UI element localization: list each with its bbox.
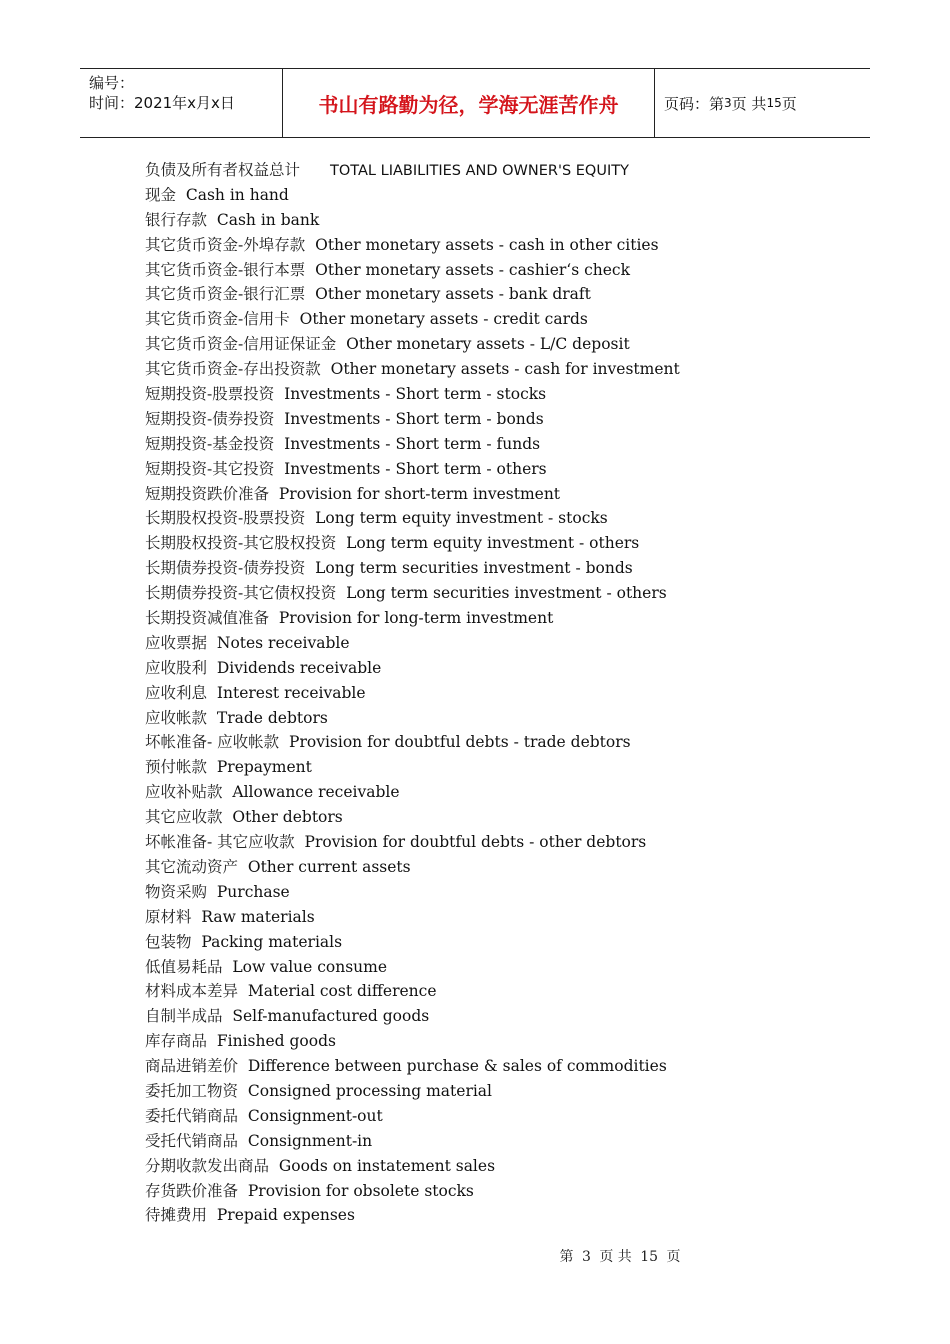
list-item: [145, 1029, 865, 1054]
entry-cn: 短期投资-基金投资: [145, 434, 275, 453]
entry-en: Long term securities investment - others: [346, 584, 667, 603]
list-item: [145, 780, 865, 805]
entry-cn: 银行存款: [145, 210, 208, 229]
entry-cn: 商品进销差价: [145, 1057, 239, 1076]
list-item: [145, 1129, 865, 1154]
entry-en: Prepayment: [216, 758, 312, 777]
entry-en: Provision for doubtful debts - other debtors: [304, 833, 647, 852]
entry-en: Investments - Short term - bonds: [284, 409, 544, 428]
entry-en: Investments - Short term - stocks: [284, 385, 547, 404]
list-item: [145, 905, 865, 930]
list-item: [145, 830, 865, 855]
entry-en: Long term equity investment - others: [346, 534, 640, 553]
list-item: [145, 930, 865, 955]
entry-en: Other monetary assets - cash in other cities: [315, 235, 659, 254]
entry-cn: 坏帐准备- 应收帐款: [145, 733, 280, 752]
list-item: [145, 282, 865, 307]
list-item: [145, 681, 865, 706]
entry-en: Trade debtors: [216, 708, 328, 727]
time-label: 时间：2021年x月x日: [89, 94, 235, 112]
entry-en: Prepaid expenses: [216, 1206, 355, 1225]
entry-en: Provision for long-term investment: [278, 609, 554, 628]
list-item: [145, 880, 865, 905]
entry-list: [145, 183, 865, 1228]
list-item: [145, 457, 865, 482]
list-item: [145, 382, 865, 407]
entry-en: Other monetary assets - cashier‘s check: [315, 260, 630, 279]
list-item: [145, 233, 865, 258]
list-item: [145, 1154, 865, 1179]
list-item: [145, 805, 865, 830]
entry-cn: 其它货币资金-信用证保证金: [145, 335, 337, 354]
list-item: [145, 432, 865, 457]
header-meta: [80, 69, 282, 137]
entry-en: Raw materials: [201, 907, 315, 926]
entry-en: Other debtors: [232, 808, 343, 827]
entry-cn: 委托加工物资: [145, 1081, 239, 1100]
entry-en: Cash in bank: [216, 210, 320, 229]
entry-cn: 其它货币资金-存出投资款: [145, 360, 321, 379]
list-item: [145, 979, 865, 1004]
list-item: [145, 706, 865, 731]
entry-cn: 其它货币资金-银行汇票: [145, 285, 306, 304]
title-cn: 负债及所有者权益总计: [145, 161, 301, 179]
list-item: [145, 332, 865, 357]
entry-en: Other monetary assets - cash for investment: [330, 360, 680, 379]
entry-en: Other monetary assets - bank draft: [315, 285, 591, 304]
entry-cn: 现金: [145, 185, 177, 204]
footer-total: 15: [640, 1249, 659, 1265]
entry-en: Long term securities investment - bonds: [315, 559, 633, 578]
entry-en: Dividends receivable: [216, 658, 382, 677]
document-body: [145, 158, 865, 1228]
entry-en: Consignment-in: [247, 1131, 373, 1150]
entry-cn: 短期投资跌价准备: [145, 484, 270, 503]
entry-cn: 低值易耗品: [145, 957, 223, 976]
list-item: [145, 606, 865, 631]
list-item: [145, 407, 865, 432]
list-item: [145, 1079, 865, 1104]
entry-cn: 应收利息: [145, 683, 208, 702]
entry-cn: 待摊费用: [145, 1206, 208, 1225]
page-mid: 页 共: [731, 94, 767, 113]
entry-cn: 包装物: [145, 932, 192, 951]
list-item: [145, 656, 865, 681]
entry-cn: 原材料: [145, 907, 192, 926]
entry-cn: 短期投资-其它投资: [145, 459, 275, 478]
list-item: [145, 556, 865, 581]
entry-en: Low value consume: [232, 957, 388, 976]
header-motto: 书山有路勤为径，学海无涯苦作舟: [282, 69, 655, 137]
entry-en: Investments - Short term - funds: [284, 434, 541, 453]
entry-cn: 库存商品: [145, 1032, 208, 1051]
entry-en: Self-manufactured goods: [232, 1007, 430, 1026]
entry-cn: 应收帐款: [145, 708, 208, 727]
entry-cn: 应收股利: [145, 658, 208, 677]
entry-en: Purchase: [216, 882, 290, 901]
list-item: [145, 307, 865, 332]
document-title-line: [145, 158, 865, 183]
list-item: [145, 531, 865, 556]
list-item: [145, 755, 865, 780]
entry-en: Packing materials: [201, 932, 343, 951]
title-en: TOTAL LIABILITIES AND OWNER'S EQUITY: [330, 163, 629, 179]
entry-en: Goods on instatement sales: [278, 1156, 496, 1175]
entry-cn: 长期股权投资-股票投资: [145, 509, 306, 528]
list-item: [145, 1054, 865, 1079]
entry-en: Provision for obsolete stocks: [247, 1181, 474, 1200]
entry-cn: 应收票据: [145, 633, 208, 652]
header-page-info: [655, 69, 870, 137]
entry-en: Consignment-out: [247, 1106, 383, 1125]
entry-cn: 长期债券投资-其它债权投资: [145, 584, 337, 603]
entry-cn: 其它货币资金-银行本票: [145, 260, 306, 279]
entry-cn: 委托代销商品: [145, 1106, 239, 1125]
entry-en: Consigned processing material: [247, 1081, 493, 1100]
entry-en: Interest receivable: [216, 683, 366, 702]
entry-cn: 长期股权投资-其它股权投资: [145, 534, 337, 553]
list-item: [145, 581, 865, 606]
list-item: [145, 183, 865, 208]
page-footer: [0, 1246, 950, 1266]
list-item: [145, 258, 865, 283]
list-item: [145, 506, 865, 531]
entry-cn: 存货跌价准备: [145, 1181, 239, 1200]
entry-cn: 预付帐款: [145, 758, 208, 777]
entry-cn: 长期投资减值准备: [145, 609, 270, 628]
entry-cn: 自制半成品: [145, 1007, 223, 1026]
entry-cn: 其它流动资产: [145, 857, 239, 876]
entry-cn: 长期债券投资-债券投资: [145, 559, 306, 578]
entry-en: Long term equity investment - stocks: [315, 509, 608, 528]
entry-cn: 材料成本差异: [145, 982, 239, 1001]
entry-cn: 受托代销商品: [145, 1131, 239, 1150]
list-item: [145, 1179, 865, 1204]
list-item: [145, 482, 865, 507]
page-total: 15: [766, 96, 782, 110]
list-item: [145, 1104, 865, 1129]
entry-en: Other current assets: [247, 857, 411, 876]
list-item: [145, 1004, 865, 1029]
list-item: [145, 955, 865, 980]
entry-en: Finished goods: [216, 1032, 336, 1051]
page-current: 3: [724, 96, 732, 110]
list-item: [145, 357, 865, 382]
entry-en: Difference between purchase & sales of commodities: [247, 1057, 667, 1076]
page-suffix: 页: [781, 94, 797, 113]
number-label: 编号：: [89, 74, 135, 92]
entry-en: Cash in hand: [185, 185, 289, 204]
footer-current: 3: [581, 1249, 591, 1265]
entry-cn: 物资采购: [145, 882, 208, 901]
list-item: [145, 855, 865, 880]
entry-cn: 应收补贴款: [145, 783, 223, 802]
entry-en: Provision for short-term investment: [278, 484, 561, 503]
page-prefix: 页码：第: [664, 94, 725, 113]
entry-en: Notes receivable: [216, 633, 350, 652]
entry-cn: 其它应收款: [145, 808, 223, 827]
entry-en: Material cost difference: [247, 982, 437, 1001]
entry-cn: 其它货币资金-外埠存款: [145, 235, 306, 254]
entry-cn: 坏帐准备- 其它应收款: [145, 833, 295, 852]
entry-cn: 其它货币资金-信用卡: [145, 310, 290, 329]
list-item: [145, 208, 865, 233]
entry-en: Investments - Short term - others: [284, 459, 547, 478]
entry-en: Allowance receivable: [232, 783, 400, 802]
list-item: [145, 730, 865, 755]
entry-en: Other monetary assets - credit cards: [299, 310, 588, 329]
page-header: [80, 68, 870, 138]
entry-en: Other monetary assets - L/C deposit: [346, 335, 630, 354]
entry-cn: 短期投资-债券投资: [145, 409, 275, 428]
entry-cn: 短期投资-股票投资: [145, 385, 275, 404]
footer-mid: 页 共: [599, 1249, 632, 1265]
footer-prefix: 第: [559, 1249, 574, 1265]
list-item: [145, 631, 865, 656]
footer-suffix: 页: [666, 1249, 681, 1265]
entry-cn: 分期收款发出商品: [145, 1156, 270, 1175]
list-item: [145, 1203, 865, 1228]
entry-en: Provision for doubtful debts - trade debtors: [289, 733, 631, 752]
